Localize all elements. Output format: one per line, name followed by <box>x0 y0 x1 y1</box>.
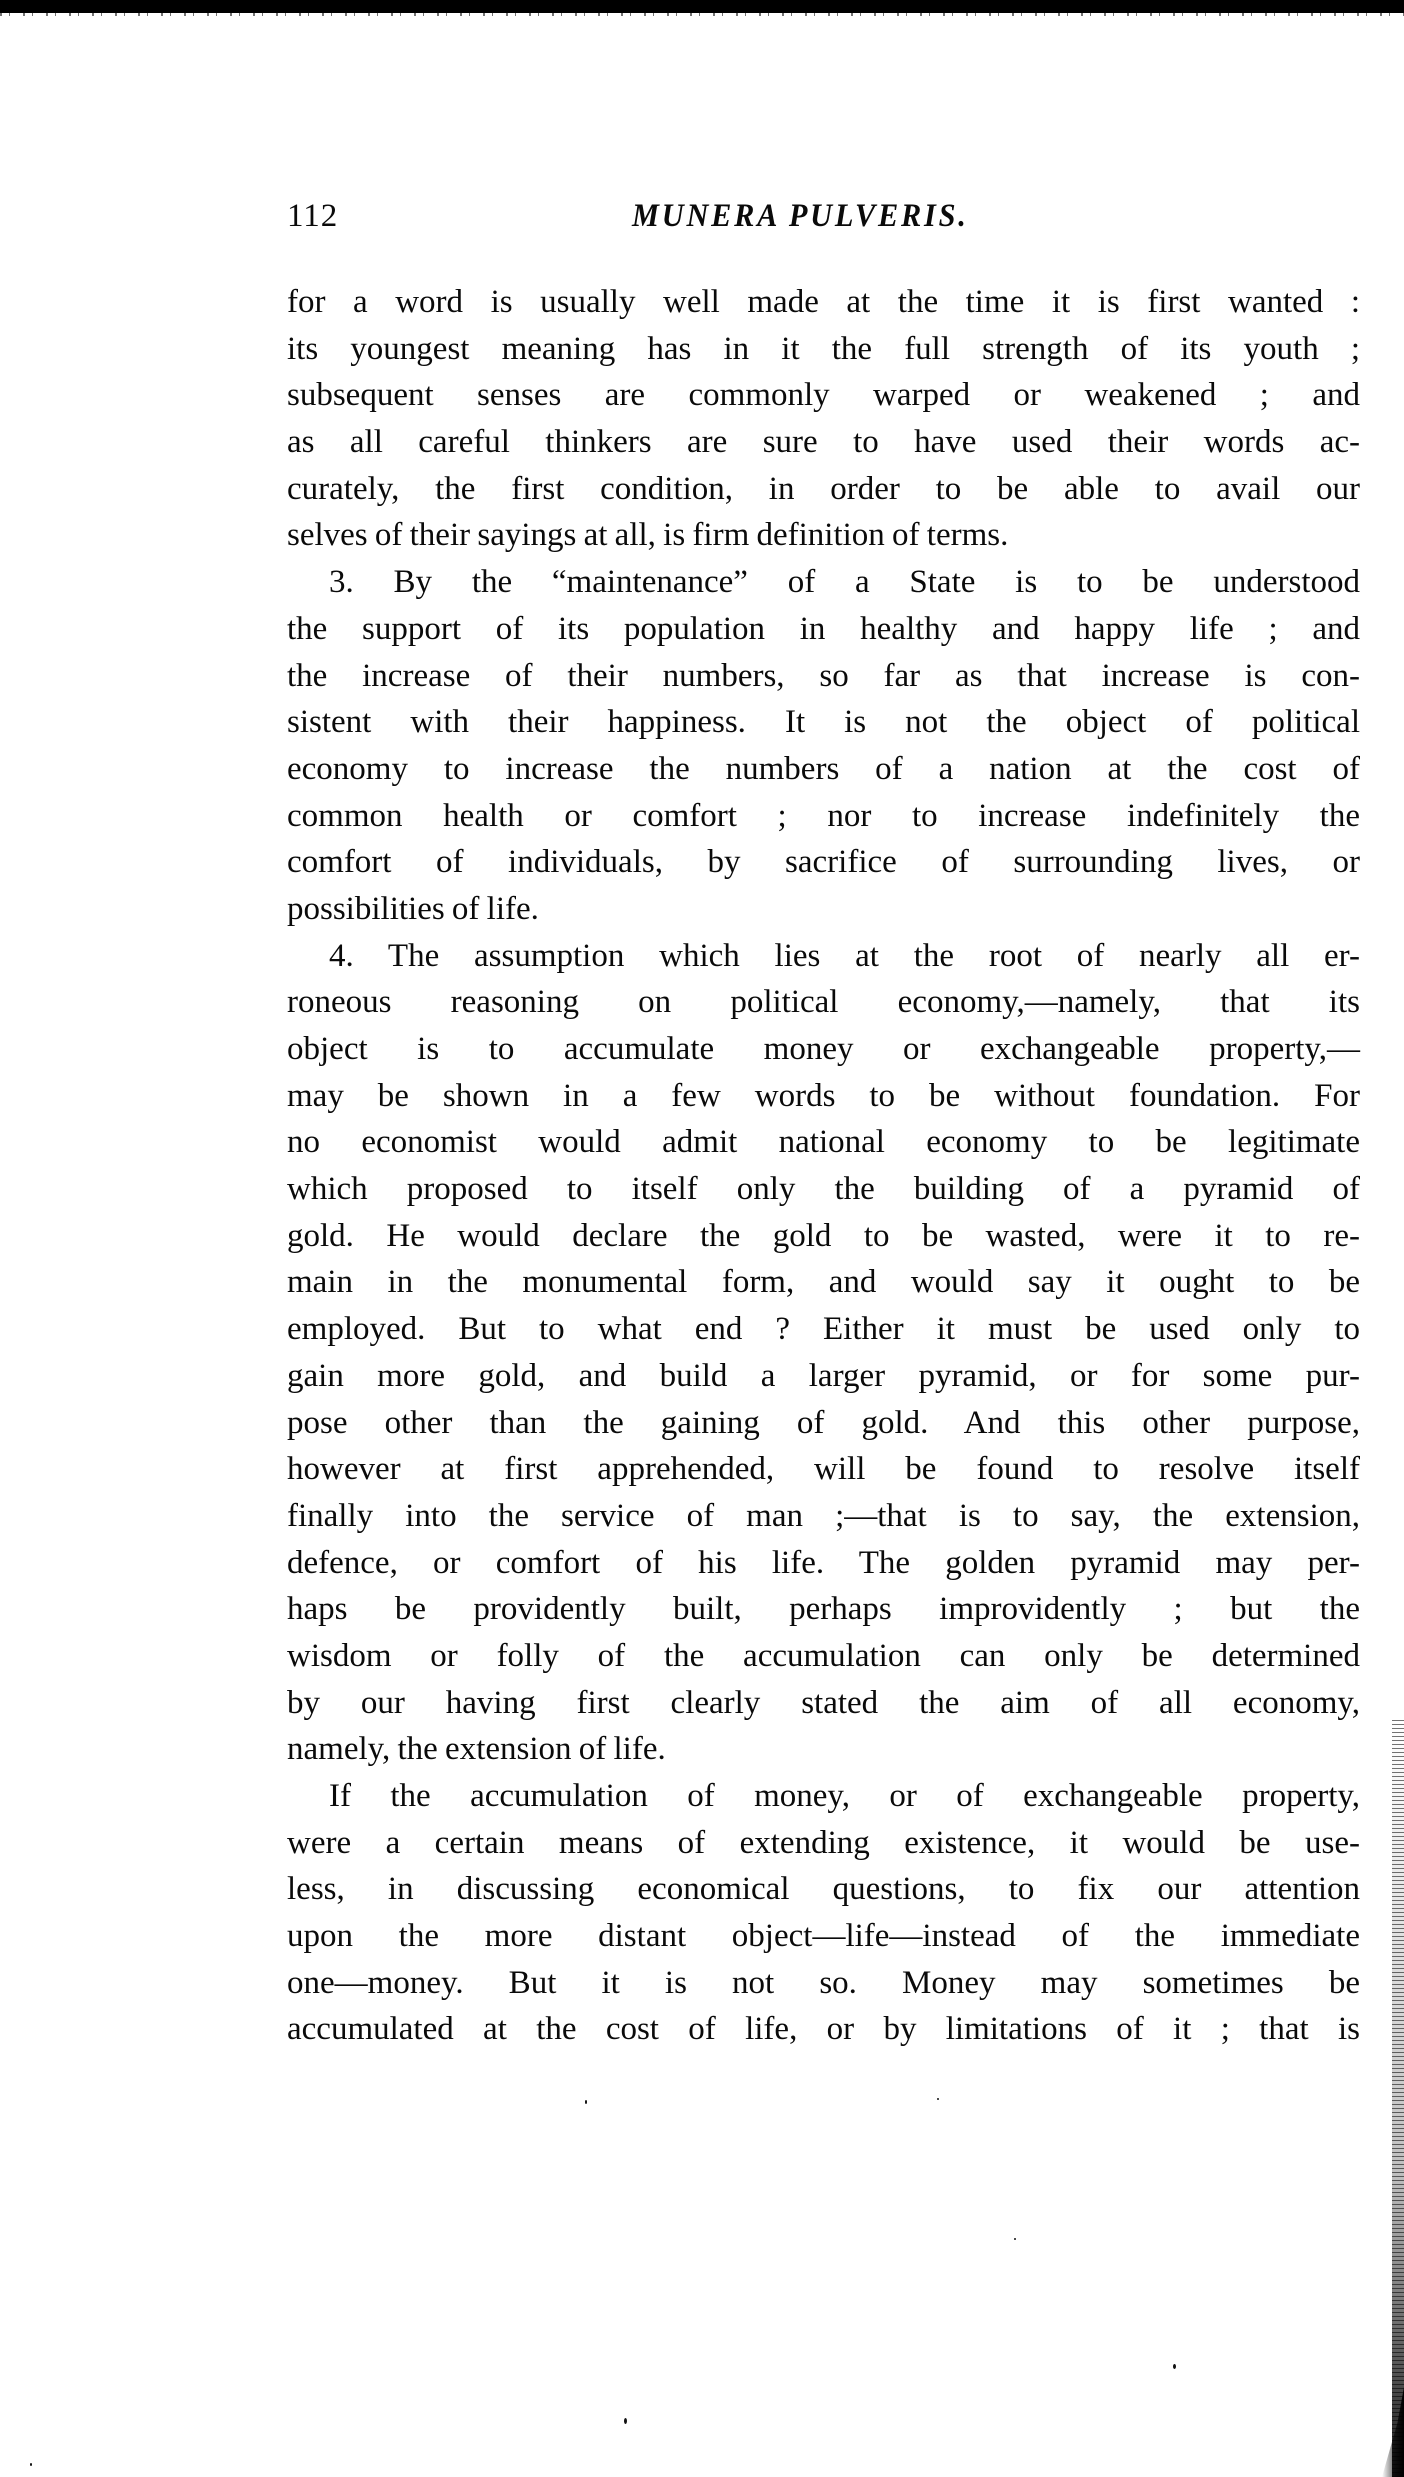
text-line: less, in discussing economical questions, to fix our attention <box>287 1871 1360 1908</box>
paragraph-section-4 <box>287 933 1360 1773</box>
text-line: as all careful thinkers are sure to have used their words ac- <box>287 424 1360 461</box>
text-line: main in the monumental form, and would say it ought to be <box>287 1264 1360 1301</box>
text-line: If the accumulation of money, or of exchangeable property, <box>329 1778 1360 1814</box>
paragraph-section-3 <box>287 559 1360 933</box>
page-number: 112 <box>287 198 339 234</box>
text-line: object is to accumulate money or exchangeable property,— <box>287 1031 1360 1067</box>
text-line: gold. He would declare the gold to be wasted, were it to re- <box>287 1217 1360 1254</box>
scan-speck <box>1173 2364 1176 2369</box>
paragraph-accumulation <box>287 1773 1360 2053</box>
text-line: accumulated at the cost of life, or by limitations of it ; that is <box>287 2011 1360 2048</box>
page-edge-shadow <box>1392 1720 1404 2477</box>
text-line: common health or comfort ; nor to increase indefinitely the <box>287 797 1360 834</box>
text-line: 3. By the “maintenance” of a State is to be understood <box>329 564 1360 601</box>
text-line: economy to increase the numbers of a nation at the cost of <box>287 750 1360 787</box>
text-line: may be shown in a few words to be without foundation. For <box>287 1077 1360 1114</box>
scan-top-edge-fray <box>0 13 1404 16</box>
body-text <box>287 279 1360 2053</box>
text-line: roneous reasoning on political economy,—namely, that its <box>287 984 1360 1021</box>
scan-speck <box>30 2463 32 2466</box>
paragraph-continuation <box>287 279 1360 559</box>
text-line: pose other than the gaining of gold. And this other purpose, <box>287 1404 1360 1441</box>
text-line: wisdom or folly of the accumulation can only be determined <box>287 1637 1360 1674</box>
text-line: comfort of individuals, by sacrifice of surrounding lives, or <box>287 844 1360 881</box>
running-title: MUNERA PULVERIS. <box>632 198 969 234</box>
text-line: its youngest meaning has in it the full strength of its youth ; <box>287 330 1360 367</box>
scan-speck <box>937 2098 939 2100</box>
text-line: by our having first clearly stated the aim of all economy, <box>287 1684 1360 1721</box>
scan-speck <box>1014 2238 1016 2240</box>
text-line: sistent with their happiness. It is not the object of political <box>287 704 1360 741</box>
text-line: the increase of their numbers, so far as that increase is con- <box>287 657 1360 694</box>
text-line: were a certain means of extending existence, it would be use- <box>287 1824 1360 1861</box>
text-line: 4. The assumption which lies at the root of nearly all er- <box>329 937 1360 974</box>
text-line: one—money. But it is not so. Money may sometimes be <box>287 1964 1360 2001</box>
text-line: the support of its population in healthy and happy life ; and <box>287 610 1360 647</box>
text-line: possibilities of life. <box>287 890 539 927</box>
text-line: for a word is usually well made at the time it is first wanted : <box>287 284 1360 320</box>
text-line: gain more gold, and build a larger pyramid, or for some pur- <box>287 1357 1360 1394</box>
text-line: employed. But to what end ? Either it must be used only to <box>287 1311 1360 1348</box>
text-line: subsequent senses are commonly warped or weakened ; and <box>287 377 1360 414</box>
text-line: defence, or comfort of his life. The golden pyramid may per- <box>287 1544 1360 1581</box>
text-line: which proposed to itself only the building of a pyramid of <box>287 1171 1360 1208</box>
scan-speck <box>624 2418 627 2424</box>
text-line: namely, the extension of life. <box>287 1731 666 1768</box>
running-head <box>287 196 1360 236</box>
text-line: curately, the first condition, in order to be able to avail our <box>287 470 1360 507</box>
scan-top-edge <box>0 0 1404 13</box>
text-line: however at first apprehended, will be found to resolve itself <box>287 1451 1360 1488</box>
text-line: haps be providently built, perhaps improvidently ; but the <box>287 1591 1360 1628</box>
text-line: upon the more distant object—life—instead of the immediate <box>287 1918 1360 1955</box>
text-line: selves of their sayings at all, is firm definition of terms. <box>287 517 1009 554</box>
text-line: finally into the service of man ;—that is to say, the extension, <box>287 1497 1360 1534</box>
scan-speck <box>585 2100 587 2104</box>
text-line: no economist would admit national economy to be legitimate <box>287 1124 1360 1161</box>
